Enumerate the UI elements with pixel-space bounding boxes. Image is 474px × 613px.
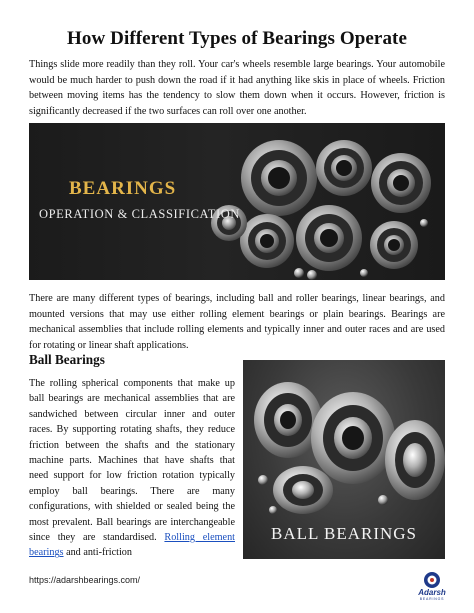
ball-bearings-heading: Ball Bearings (29, 352, 105, 367)
logo-bearing-icon (412, 570, 452, 590)
logo-subtext: BEARINGS (419, 597, 445, 601)
adarsh-logo (412, 570, 452, 604)
bearings-illustration (29, 123, 445, 280)
photo-caption: BALL BEARINGS (270, 524, 417, 543)
photo-bearing-2 (311, 392, 395, 484)
ball-bearings-body: The rolling spherical components that make up ball bearings are mechanical assemblies that are sandwiched between circular inner and outer races. By supporting rotating shafts, they reduce friction between the shafts and the stationary machine parts. Machines that have shafts that need support for low friction rotation typically employ ball bearings. There are many configurations, with shielded or sealed being the most prevalent. Ball bearings are interchangeable since they are standardised. (29, 378, 235, 544)
banner-title: BEARINGS (69, 178, 177, 199)
bearings-banner-image (29, 123, 445, 280)
banner-subtitle: OPERATION & CLASSIFICATION (39, 207, 241, 221)
bearing-ring-2 (316, 140, 372, 196)
logo-text: Adarsh (418, 588, 446, 597)
photo-bearing-3 (385, 420, 445, 500)
footer-url: https://adarshbearings.com/ (29, 575, 141, 585)
intro-paragraph: Things slide more readily than they roll. Your car's wheels resemble large bearings. Your automobile would be much harder to push down the road if it had anything like skis in place of wheels. Friction between moving items has the tendency to slow them down when it occurs. However, friction is significantly decreased if the two surfaces can roll over one another. (29, 59, 445, 117)
photo-bearing-4 (273, 466, 333, 514)
ball-bearings-paragraph (29, 376, 235, 561)
bearing-ring-6 (370, 221, 418, 269)
page-title: How Different Types of Bearings Operate (66, 28, 408, 49)
bearing-ring-3 (371, 153, 431, 213)
ball-bearings-tail: and anti-friction (66, 547, 132, 559)
rolling-element-bearings-link[interactable]: Rolling element bearings (29, 532, 235, 559)
bearing-ring-5 (296, 205, 362, 271)
bearing-ring-4 (240, 214, 294, 268)
ball-bearings-photo (243, 360, 445, 559)
types-paragraph: There are many different types of bearings, including ball and roller bearings, linear bearings, and mounted versions that may use either rolling element bearings or plain bearings. Bearings are mechanical assemblies that include rolling elements and typically inner and outer races and are used for rotating or linear shaft applications. (29, 293, 445, 351)
bearing-ring-1 (241, 140, 317, 216)
